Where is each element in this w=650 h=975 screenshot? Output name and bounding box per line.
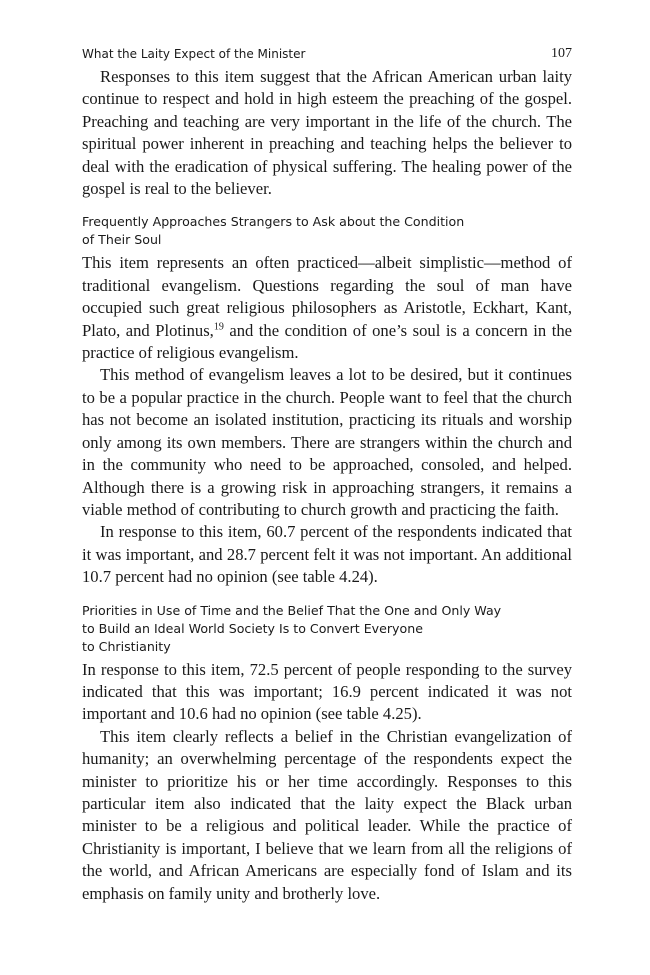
heading-line: Priorities in Use of Time and the Belief That the One and Only Way [82, 602, 502, 618]
section-heading-priorities [82, 602, 572, 656]
paragraph-text: and the condition of one’s soul is a concern in the practice of religious evangelism. [82, 320, 572, 363]
section-heading-strangers [82, 213, 572, 249]
heading-line: to Christianity [82, 638, 171, 654]
running-title: What the Laity Expect of the Minister [82, 47, 306, 61]
paragraph-traditional-evangelism [82, 252, 572, 364]
page-number: 107 [551, 46, 572, 61]
running-head [82, 46, 572, 62]
paragraph-evangelism-method: This method of evangelism leaves a lot to be desired, but it continues to be a popular practice in the church. People want to feel that the church has not become an isolated institution, practicing its rituals and worship only among its own members. There are strangers within the church and in the community who need to be approached, consoled, and helped. Although there is a growing risk in approaching strangers, it remains a viable method of contributing to church growth and practicing the faith. [82, 365, 572, 519]
book-page [82, 46, 572, 905]
paragraph-text: This item represents an often practiced—albeit simplistic—method of traditional evangelism. Questions regarding the soul of man have occupied such great religious philosophers as Aristotle, Eckhart, Kant, Plato, and Plotinus, [82, 253, 572, 340]
heading-line: to Build an Ideal World Society Is to Convert Everyone [82, 620, 423, 636]
paragraph-table-4-25: In response to this item, 72.5 percent of people responding to the survey indicated that this was important; 16.9 percent indicated it was not important and 10.6 had no opinion (see table 4.25). [82, 659, 572, 724]
heading-line: of Their Soul [82, 232, 162, 248]
paragraph-christian-evangelization: This item clearly reflects a belief in the Christian evangelization of humanity; an overwhelming percentage of the respondents expect the minister to prioritize his or her time accordingly. Responses to this particular item also indicated that the laity expect the Black urban minister to be a religious and political leader. While the practice of Christianity is important, I believe that we learn from all the religions of the world, and African Americans are especially fond of Islam and its emphasis on family unity and brotherly love. [82, 726, 572, 903]
heading-line: Frequently Approaches Strangers to Ask about the Condition [82, 214, 465, 230]
footnote-reference: 19 [213, 321, 224, 333]
paragraph-table-4-24: In response to this item, 60.7 percent of the respondents indicated that it was important, and 28.7 percent felt it was not important. An additional 10.7 percent had no opinion (see table 4.24). [82, 522, 572, 587]
paragraph-preaching-responses: Responses to this item suggest that the African American urban laity continue to respect and hold in high esteem the preaching of the gospel. Preaching and teaching are very important in the life of the church. The spiritual power inherent in preaching and teaching helps the believer to deal with the eradication of physical suffering. The healing power of the gospel is real to the believer. [82, 67, 572, 199]
